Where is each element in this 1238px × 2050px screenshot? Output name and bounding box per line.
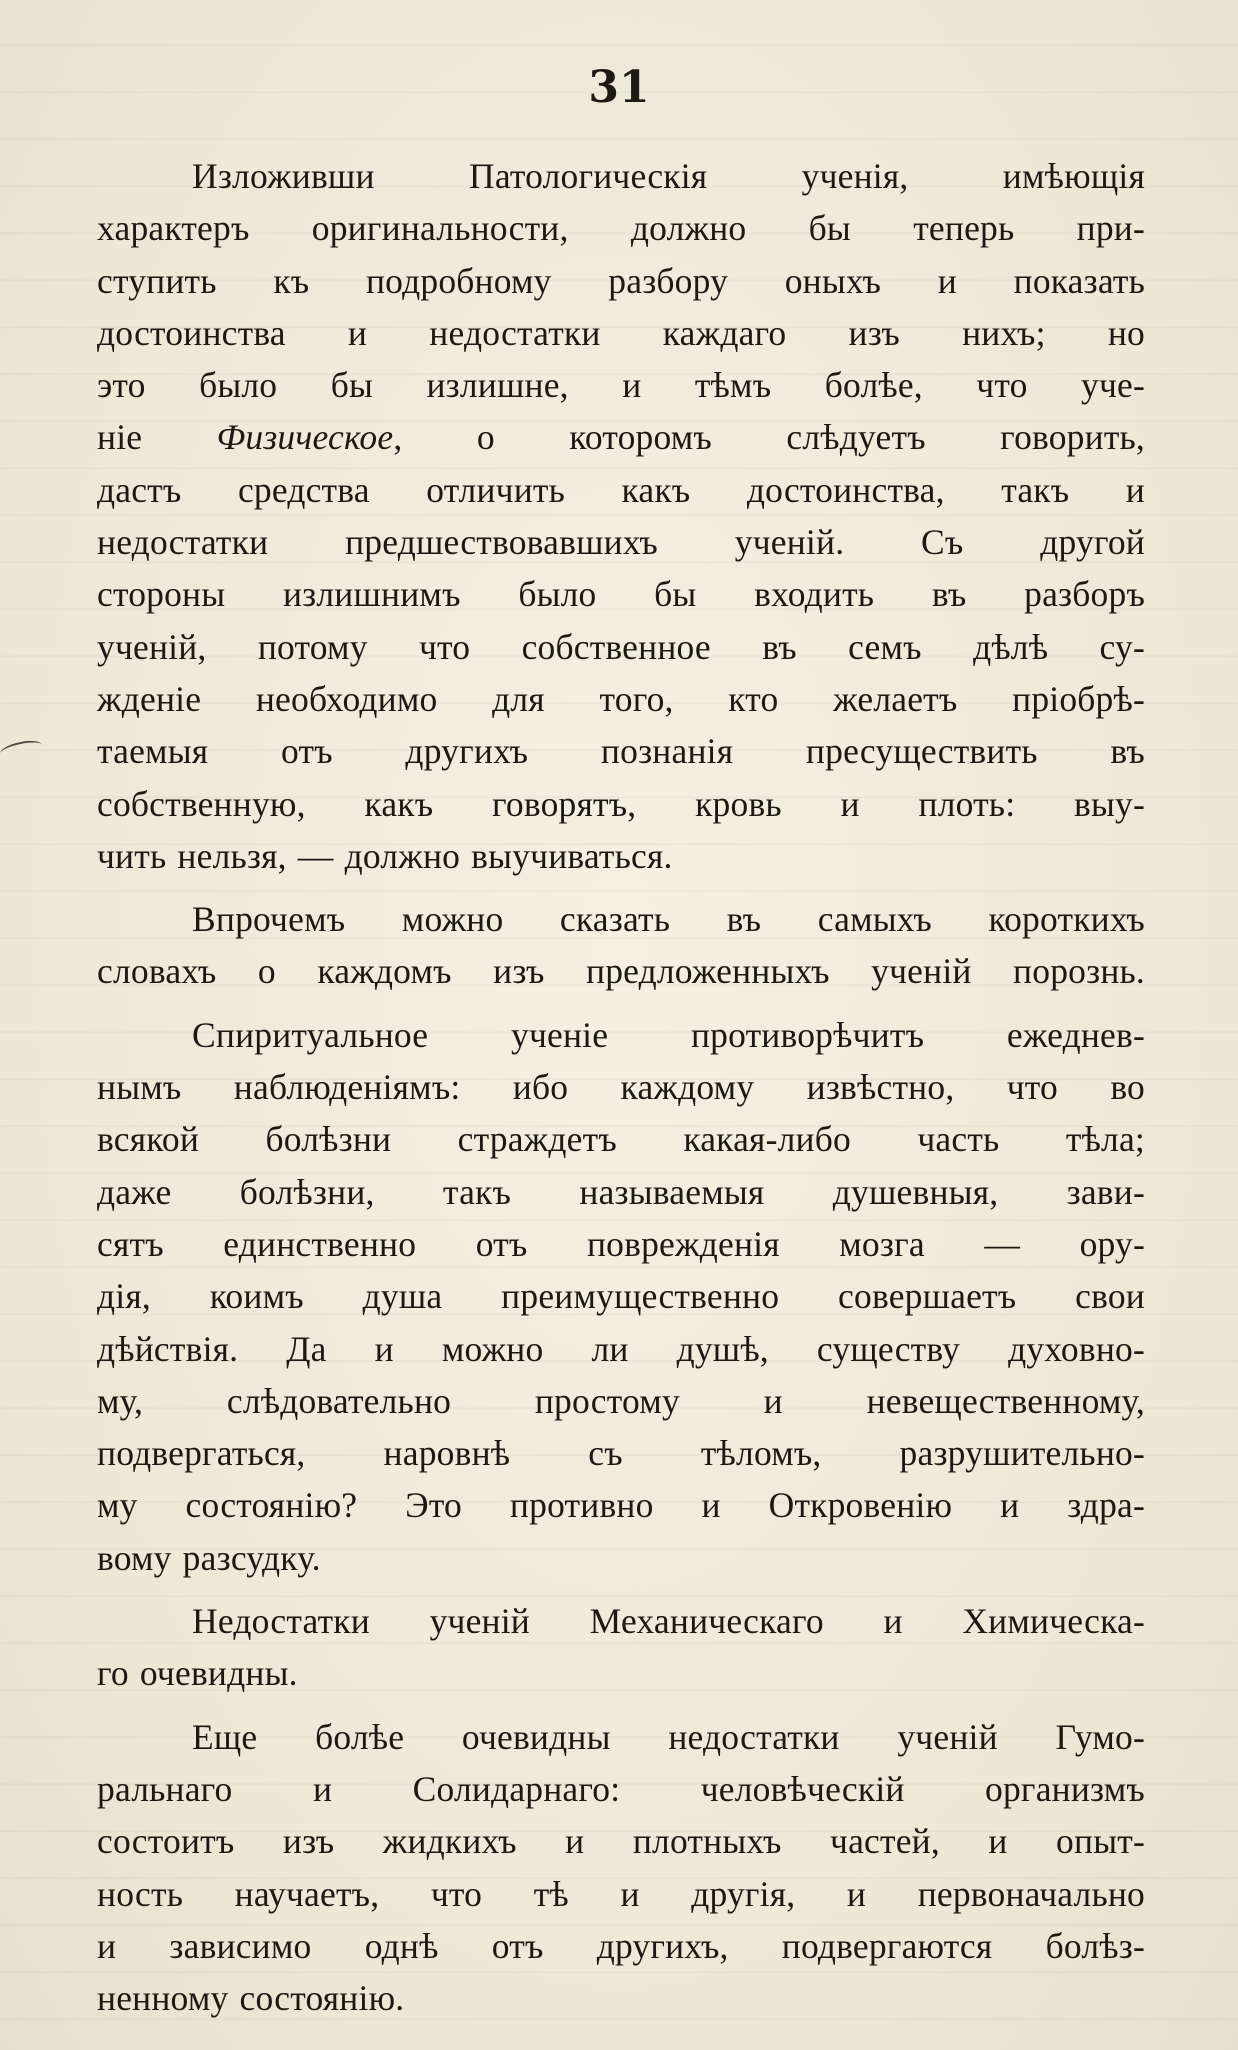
text-line: му, слѣдовательно простому и невещественному, [97,1380,1145,1421]
text-line: стороны излишнимъ было бы входить въ разборъ [97,574,1145,615]
page-number: 31 [588,62,650,113]
text-fragment: ніе [97,417,143,458]
text-line: ральнаго и Солидарнаго: человѣческій организмъ [97,1768,1145,1809]
text-line: всякой болѣзни страждетъ какая-либо часть тѣла; [97,1119,1145,1160]
text-line: состоитъ изъ жидкихъ и плотныхъ частей, и опыт- [97,1821,1145,1862]
text-line: чить нельзя, — должно выучиваться. [97,835,673,876]
text-line: словахъ о каждомъ изъ предложенныхъ ученій порознь. [97,951,1145,992]
text-line: жденіе необходимо для того, кто желаетъ пріобрѣ- [97,678,1145,719]
text-line: му состоянію? Это противно и Откровенію и здра- [97,1485,1145,1526]
text-line: дастъ средства отличить какъ достоинства, такъ и [97,469,1145,510]
text-line: ученій, потому что собственное въ семъ дѣлѣ су- [97,626,1145,667]
body-text [97,150,1145,2024]
text-line: недостатки предшествовавшихъ ученій. Съ другой [97,522,1145,563]
text-line: ность научаетъ, что тѣ и другія, и первоначально [97,1873,1145,1914]
text-line: сятъ единственно отъ поврежденія мозга — ору- [97,1223,1145,1264]
text-line: это было бы излишне, и тѣмъ болѣе, что уче- [97,365,1145,406]
italic-term: Физическое [216,417,394,458]
text-line: даже болѣзни, такъ называемыя душевныя, зави- [97,1171,1145,1212]
text-line: нымъ наблюденіямъ: ибо каждому извѣстно, что во [97,1067,1145,1108]
margin-pencil-mark [0,738,43,760]
text-line: Спиритуальное ученіе противорѣчитъ ежеднев- [192,1014,1145,1055]
text-line: дія, коимъ душа преимущественно совершаетъ свои [97,1276,1145,1317]
text-line: таемыя отъ другихъ познанія пресуществить въ [97,731,1145,772]
text-fragment: , о которомъ слѣдуетъ говорить, [393,417,1146,458]
text-line: ступить къ подробному разбору оныхъ и показать [97,260,1145,301]
text-line: вому разсудку. [97,1537,321,1578]
text-line: Изложивши Патологическія ученія, имѣющія [192,156,1145,196]
text-line: Еще болѣе очевидны недостатки ученій Гумо- [192,1716,1145,1757]
text-line: и зависимо однѣ отъ другихъ, подвергаются болѣз- [97,1925,1145,1966]
text-line: характеръ оригинальности, должно бы теперь при- [97,208,1145,249]
text-line: достоинства и недостатки каждаго изъ нихъ; но [97,312,1145,353]
text-line: ненному состоянію. [97,1978,405,2019]
text-line-with-italic [97,411,1145,463]
text-line: подвергаться, наровнѣ съ тѣломъ, разрушительно- [97,1433,1145,1474]
text-line: дѣйствія. Да и можно ли душѣ, существу духовно- [97,1328,1145,1369]
text-line: Недостатки ученій Механическаго и Химическа- [192,1601,1145,1642]
text-line: собственную, какъ говорятъ, кровь и плоть: выу- [97,783,1145,824]
text-line: Впрочемъ можно сказать въ самыхъ короткихъ [192,899,1145,940]
text-line: го очевидны. [97,1653,298,1694]
